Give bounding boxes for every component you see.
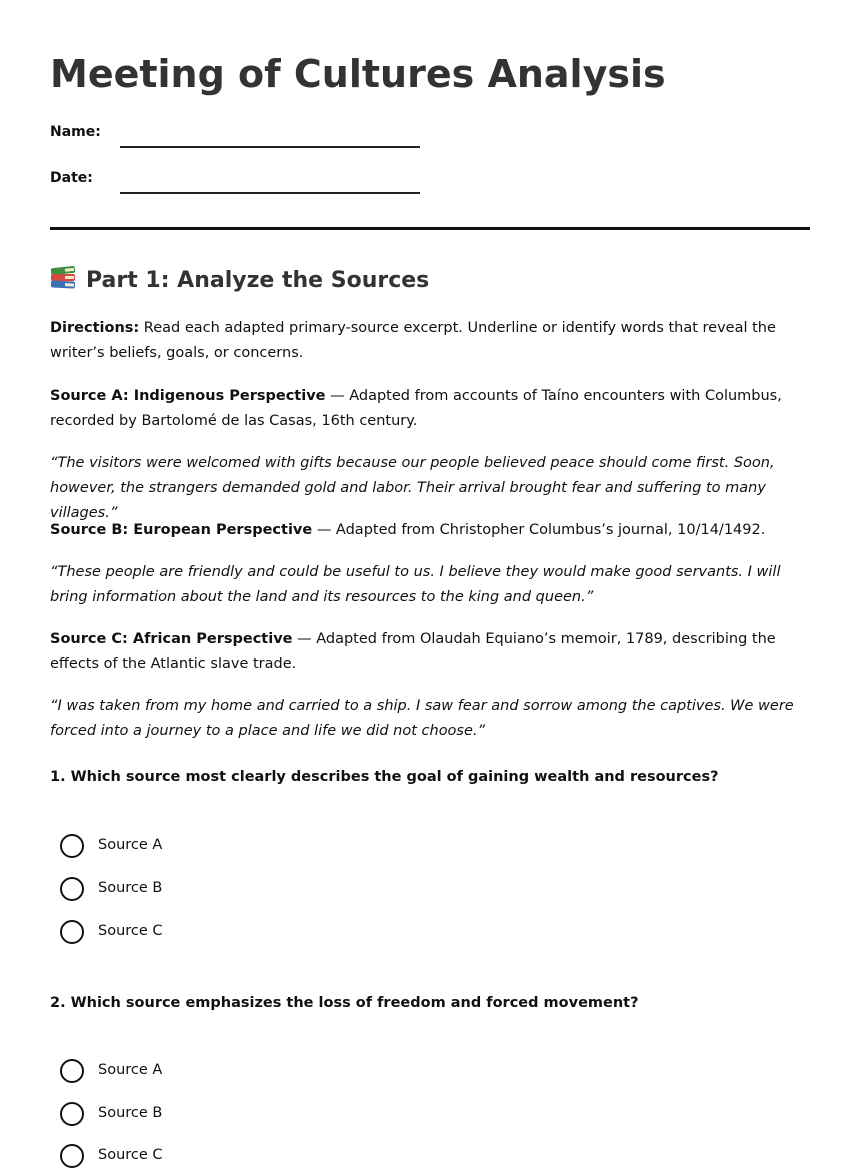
directions-label: Directions: bbox=[50, 320, 140, 336]
name-input-line[interactable] bbox=[120, 146, 420, 148]
q1-radio-a[interactable] bbox=[60, 834, 84, 858]
section-divider bbox=[50, 227, 810, 230]
q1-radio-c[interactable] bbox=[60, 920, 84, 944]
q2-radio-a[interactable] bbox=[60, 1059, 84, 1083]
source-c-label: Source C: African Perspective bbox=[50, 631, 293, 647]
directions bbox=[50, 316, 810, 366]
q1-option-c-label: Source C bbox=[98, 923, 163, 939]
page-title: Meeting of Cultures Analysis bbox=[50, 52, 666, 96]
source-a-label: Source A: Indigenous Perspective bbox=[50, 388, 326, 404]
books-icon bbox=[50, 266, 76, 290]
source-b-description: — Adapted from Christopher Columbus’s journal, 10/14/1492. bbox=[312, 522, 766, 538]
q2-option-b-label: Source B bbox=[98, 1105, 163, 1121]
q1-radio-b[interactable] bbox=[60, 877, 84, 901]
name-field bbox=[50, 118, 450, 148]
q1-option-a-label: Source A bbox=[98, 837, 163, 853]
q2-radio-c[interactable] bbox=[60, 1144, 84, 1168]
directions-text: Read each adapted primary-source excerpt. Underline or identify words that reveal the writer’s beliefs, goals, or concerns. bbox=[50, 320, 776, 361]
date-label: Date: bbox=[50, 170, 93, 186]
source-c-quote: “I was taken from my home and carried to a ship. I saw fear and sorrow among the captives. We were forced into a journey to a place and life we did not choose.” bbox=[50, 698, 794, 739]
date-input-line[interactable] bbox=[120, 192, 420, 194]
source-b-quote: “These people are friendly and could be useful to us. I believe they would make good servants. I will bring information about the land and its resources to the king and queen.” bbox=[50, 564, 781, 605]
q1-option-source-a[interactable] bbox=[60, 833, 360, 859]
q2-option-a-label: Source A bbox=[98, 1062, 163, 1078]
q2-option-c-label: Source C bbox=[98, 1147, 163, 1163]
source-a-description: — Adapted from accounts of Taíno encounters with Columbus, recorded by Bartolomé de las Casas, 16th century. bbox=[50, 388, 782, 429]
source-a-quote: “The visitors were welcomed with gifts because our people believed peace should come first. Soon, however, the strangers demanded gold and labor. Their arrival brought fear and suffering to many villages.” bbox=[50, 455, 775, 521]
q1-option-source-b[interactable] bbox=[60, 876, 360, 902]
q1-option-b-label: Source B bbox=[98, 880, 163, 896]
source-c-intro bbox=[50, 627, 810, 677]
source-b-label: Source B: European Perspective bbox=[50, 522, 313, 538]
q2-option-source-b[interactable] bbox=[60, 1101, 360, 1127]
question-1: 1. Which source most clearly describes the goal of gaining wealth and resources? bbox=[50, 769, 719, 785]
source-b-intro bbox=[50, 518, 810, 543]
part1-heading bbox=[50, 266, 429, 296]
name-label: Name: bbox=[50, 124, 101, 140]
date-field bbox=[50, 164, 450, 194]
q2-radio-b[interactable] bbox=[60, 1102, 84, 1126]
source-c-description: — Adapted from Olaudah Equiano’s memoir, 1789, describing the effects of the Atlantic slave trade. bbox=[50, 631, 776, 672]
q2-option-source-c[interactable] bbox=[60, 1143, 360, 1169]
part1-heading-text: Part 1: Analyze the Sources bbox=[86, 268, 430, 293]
source-a-intro bbox=[50, 384, 810, 434]
q2-option-source-a[interactable] bbox=[60, 1058, 360, 1084]
q1-option-source-c[interactable] bbox=[60, 919, 360, 945]
question-2: 2. Which source emphasizes the loss of freedom and forced movement? bbox=[50, 995, 639, 1011]
